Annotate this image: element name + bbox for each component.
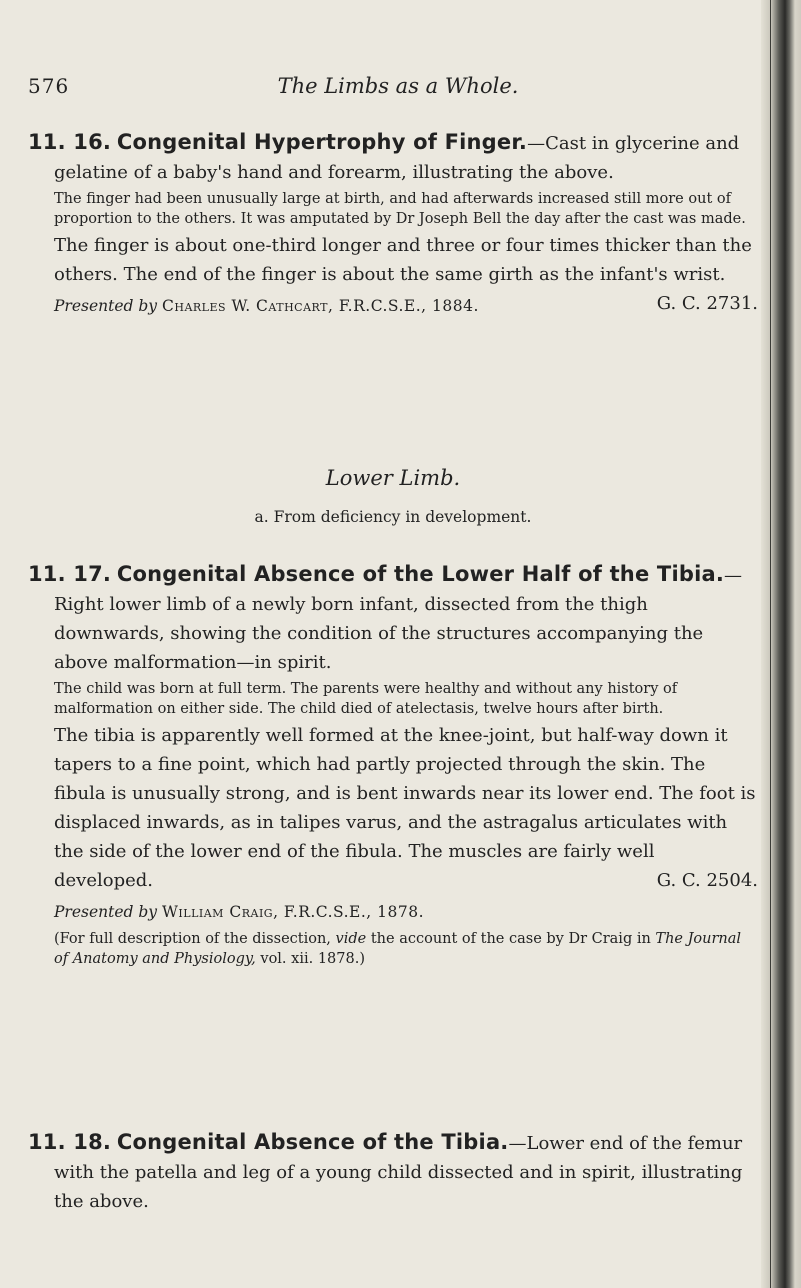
header-title: The Limbs as a Whole. (277, 74, 519, 98)
reference-post: vol. xii. 1878.) (260, 951, 365, 967)
section-heading (28, 466, 758, 526)
entry-11-17-presenter: William Craig, F.R.C.S.E., 1878. (162, 903, 424, 921)
section-subtitle: a. From deficiency in development. (254, 508, 532, 526)
entry-11-17-desc: —Right lower limb of a newly born infant, dissected from the thigh downwards, showing the condition of the structures accompanying the above malformation—in spirit. (54, 565, 743, 673)
entry-11-17-heading: Congenital Absence of the Lower Half of the Tibia. (116, 562, 725, 586)
presented-label-2: Presented by (54, 903, 158, 921)
entry-11-17-note: The child was born at full term. The parents were healthy and without any history of malformation on either side. The child died of atelectasis, twelve hours after birth. (54, 681, 678, 717)
running-head (28, 74, 768, 104)
entry-11-17 (28, 560, 758, 969)
entry-11-16-catalog: G. C. 2731. (656, 293, 758, 314)
reference-vide: vide (335, 931, 367, 947)
entry-11-17-catalog: G. C. 2504. (656, 870, 758, 891)
entry-11-18-paragraph (28, 1128, 758, 1216)
reference-journal: The Journal of Anatomy and Physiology, (54, 931, 742, 967)
reference-pre: (For full description of the dissection, (54, 931, 331, 947)
entry-11-17-number: 11. 17. (28, 562, 112, 586)
entry-11-17-presented (28, 903, 758, 921)
entry-11-18-heading: Congenital Absence of the Tibia. (116, 1130, 509, 1154)
entry-11-16-number: 11. 16. (28, 130, 112, 154)
section-title: Lower Limb. (325, 466, 461, 490)
entry-11-16-presenter: Charles W. Cathcart, F.R.C.S.E., 1884. (162, 297, 479, 315)
entry-11-18-desc: —Lower end of the femur with the patella and leg of a young child dissected and in spirit, illustrating the above. (54, 1133, 743, 1212)
entry-11-16-note: The finger had been unusually large at birth, and had afterwards increased still more out of proportion to the others. It was amputated by Dr Joseph Bell the day after the cast was made. (54, 191, 746, 227)
page-number: 576 (28, 74, 70, 98)
entry-11-16 (28, 128, 758, 318)
entry-11-17-body (28, 721, 758, 895)
presented-label: Presented by (54, 297, 158, 315)
entry-11-16-desc: —Cast in glycerine and gelatine of a baby's hand and forearm, illustrating the above. (54, 133, 740, 183)
entry-11-16-presented (28, 297, 758, 315)
entry-11-17-paragraph (28, 560, 758, 677)
entry-11-16-heading: Congenital Hypertrophy of Finger. (116, 130, 528, 154)
reference-mid: the account of the case by Dr Craig in (370, 931, 651, 947)
entry-11-18 (28, 1128, 758, 1216)
binding-line (770, 0, 771, 1288)
page-edge-shadow (761, 0, 801, 1288)
entry-11-16-body-text: The finger is about one-third longer and three or four times thicker than the others. The end of the finger is about the same girth as the infant's wrist. (54, 235, 752, 285)
entry-11-18-number: 11. 18. (28, 1130, 112, 1154)
entry-11-16-paragraph (28, 128, 758, 187)
entry-11-17-body-text: The tibia is apparently well formed at the knee-joint, but half-way down it tapers to a fine point, which had partly projected through the skin. The fibula is unusually strong, and is bent inwards near its lower end. The foot is displaced inwards, as in talipes varus, and the astragalus articulates with the side of the lower end of the fibula. The muscles are fairly well developed. (54, 725, 756, 891)
entry-11-17-reference (28, 929, 758, 969)
